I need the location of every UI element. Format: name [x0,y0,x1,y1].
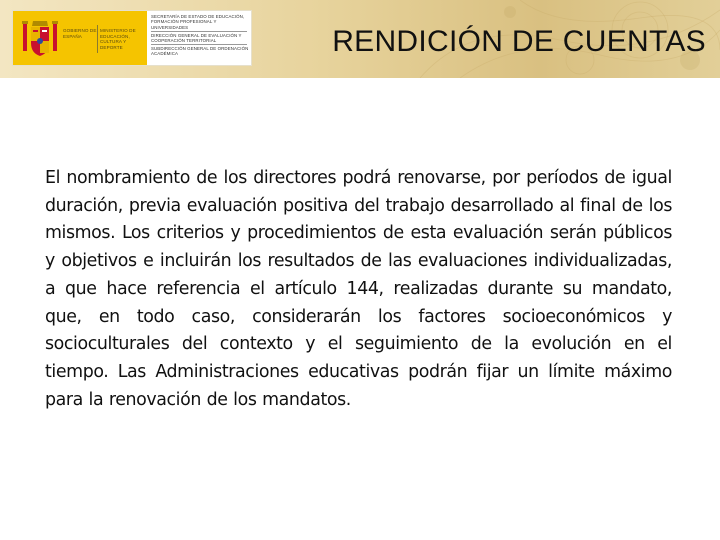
ministry-logo [12,10,252,66]
logo-unit-secretaria: SECRETARÍA DE ESTADO DE EDUCACIÓN, FORMACIÓN PROFESIONAL Y UNIVERSIDADES [151,14,245,30]
body-paragraph: El nombramiento de los directores podrá renovarse, por períodos de igual duración, previa evaluación positiva del trabajo desarrollado al final de los mismos. Los criterios y procedimientos de esta evaluación serán públicos y objetivos e incluirán los resultados de las evaluaciones individualizadas, a que hace referencia el artículo 144, realizadas durante su mandato, que, en todo caso, considerarán los factores socioeconómicos y socioculturales del contexto y el seguimiento de la evolución en el tiempo. Las Administraciones educativas podrán fijar un límite máximo para la renovación de los mandatos. [45,168,672,410]
page-title: RENDICIÓN DE CUENTAS [332,25,706,58]
government-label: GOBIERNO DE ESPAÑA [63,28,97,39]
header-banner [0,0,720,78]
logo-unit-divider [151,31,247,32]
logo-unit-subdireccion: SUBDIRECCIÓN GENERAL DE ORDENACIÓN ACADÉMICA [151,46,249,57]
ministry-label: MINISTERIO DE EDUCACIÓN, CULTURA Y DEPORTE [100,28,136,50]
logo-yellow-panel [13,11,147,65]
logo-unit-direccion: DIRECCIÓN GENERAL DE EVALUACIÓN Y COOPERACIÓN TERRITORIAL [151,32,242,43]
logo-unit-divider [151,44,247,45]
spain-coat-of-arms-icon [20,17,60,59]
logo-divider [97,25,98,53]
logo-units [151,14,249,64]
